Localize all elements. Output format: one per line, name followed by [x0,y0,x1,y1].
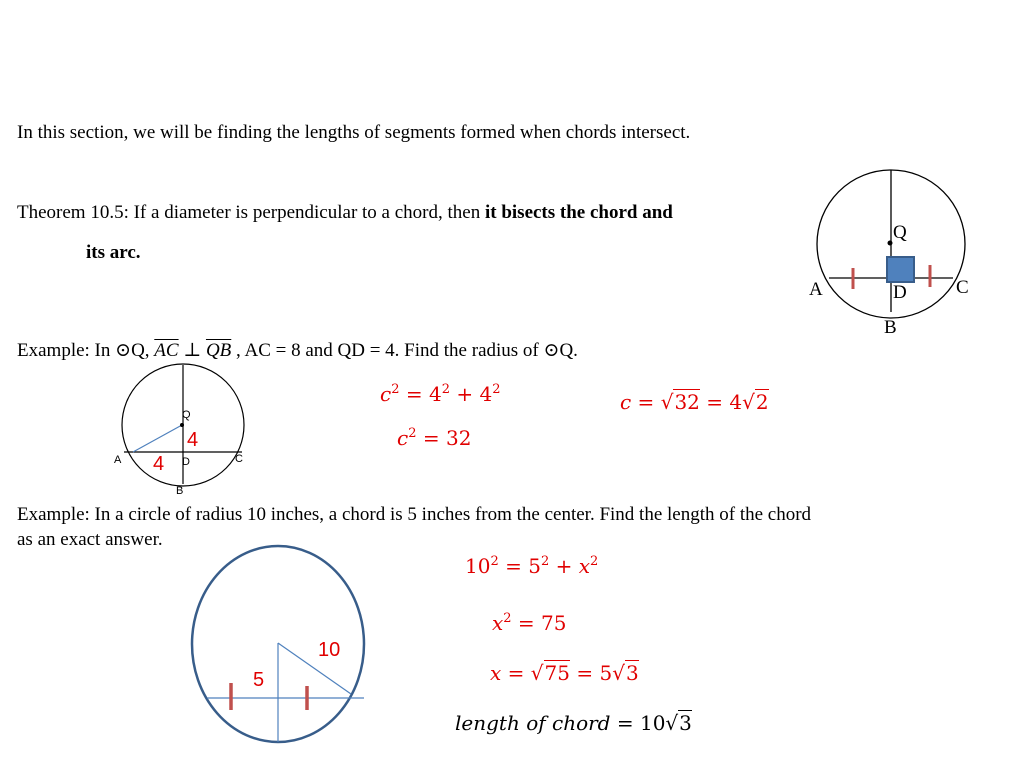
theorem-bold-1: it bisects the chord and [484,202,673,223]
theorem-prefix: Theorem 10.5: If a diameter is perpendicular to a chord, then [17,202,485,223]
label-d: D [893,282,907,303]
example1-part1: Example: In [17,340,116,361]
ex1-label-c: C [235,453,243,465]
radius-length: 10 [318,639,341,661]
example1-part3: , AC = 8 and QD = 4. Find the radius of [231,340,544,361]
eq-c-squared-32: $c^2 = 32$ [397,426,472,450]
ex1-label-a: A [114,454,122,466]
ex1-label-d: D [182,456,190,468]
segment-ac: $\overline{AC}$ [154,340,179,361]
ex1-label-q: Q [182,409,191,421]
distance-length: 5 [253,669,265,691]
example1-part4: Q. [559,340,578,361]
eq-x-squared-75: $x^2 = 75$ [492,611,567,635]
label-a: A [809,279,823,300]
perpendicular-symbol: ⊥ [178,340,206,361]
example2-line2: as an exact answer. [17,529,163,550]
label-c: C [956,277,969,298]
label-q: Q [893,222,907,243]
circle-symbol-2: ⊙ [543,340,560,361]
ex1-label-b: B [176,485,184,497]
intro-text: In this section, we will be finding the lengths of segments formed when chords intersect. [17,122,691,143]
example1-part2: Q, [131,340,155,361]
qd-length: 4 [187,429,199,451]
segment-qb: $\overline{QB}$ [205,340,232,361]
circle-symbol-1: ⊙ [115,340,132,361]
eq-10-squared: $10^2 = 5^2 + x^2$ [465,554,599,578]
ad-length: 4 [153,453,165,475]
eq-c-squared-sum: $c^2 = 4^2 + 4^2$ [380,382,501,406]
theorem-bold-2: its arc. [86,242,141,263]
label-b: B [884,317,897,338]
example2-line1: Example: In a circle of radius 10 inches, a chord is 5 inches from the center. Find the length of the chord [17,504,812,525]
eq-chord-length: length of chord = 10√3 [455,711,692,735]
eq-x-sqrt: x = √75 = 5√3 [490,661,639,685]
eq-c-sqrt: c = √32 = 4√2 [620,390,769,414]
